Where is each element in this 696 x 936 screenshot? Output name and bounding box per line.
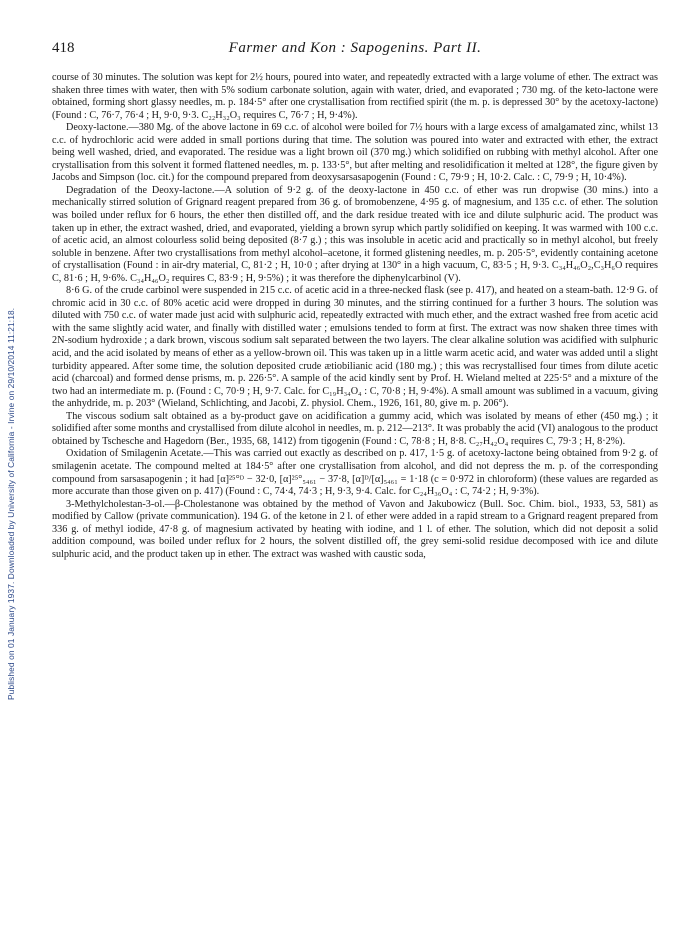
running-title: Farmer and Kon : Sapogenins. Part II. — [228, 40, 482, 56]
download-watermark: Published on 01 January 1937. Downloaded by University of California - Irvine on 29/10/2014 11:21:18. — [6, 307, 16, 700]
page-number: 418 — [52, 40, 75, 56]
paragraph: The viscous sodium salt obtained as a by-product gave on acidification a gummy acid, which was isolated by means of ether (450 mg.) ; it solidified after some months and crystallised from dilute alcohol in needles, m. p. 212—213°. It was probably the acid (VI) analogous to the product obtained by Tschesche and Hagedorn (Ber., 1935, 68, 1412) from tigogenin (Found : C, 78·8 ; H, 8·8. C₂₇H₄₂O₄ requires C, 79·3 ; H, 8·2%). — [52, 410, 658, 447]
paragraph: Deoxy-lactone.—380 Mg. of the above lactone in 69 c.c. of alcohol were boiled for 7½ hours with a large excess of amalgamated zinc, whilst 13 c.c. of hydrochloric acid were added in small portions during that time. The solution was poured into water and extracted with ether, the extract being well washed, dried, and evaporated. The residue was a light brown oil (370 mg.) which solidified on rubbing with methyl alcohol. After one crystallisation from this solvent it formed flattened needles, m. p. 133·5°, but after melting and resolidification it melted at 128°, the figure given by Jacobs and Simpson (loc. cit.) for the compound prepared from deoxysarsasapogenin (Found : C, 79·9 ; H, 10·2. Calc. : C, 79·9 ; H, 10·4%). — [52, 122, 658, 184]
paragraph: Degradation of the Deoxy-lactone.—A solution of 9·2 g. of the deoxy-lactone in 450 c.c. of ether was run dropwise (30 mins.) into a mechanically stirred solution of Grignard reagent prepared from 36 g. of bromobenzene, 4·95 g. of magnesium, and 135 c.c. of ether. The solution was boiled under reflux for 6 hours, the ether then distilled off, and the dark residue treated with ice and dilute sulphuric acid. The product was taken up in ether, the extract washed, dried, and evaporated, yielding a brown syrup which partly solidified on keeping. It was warmed with 100 c.c. of acetic acid, an almost colourless solid being deposited (8·7 g.) ; this was insoluble in acetic acid and practically so in methyl alcohol, but freely soluble in benzene. After two crystallisations from methyl alcohol–acetone, it formed glistening needles, m. p. 205·5°, evidently containing acetone of crystallisation (Found : in air-dry material, C, 81·2 ; H, 10·0 ; after drying at 130° in a high vacuum, C, 83·5 ; H, 9·3. C₃₄H₄₆O₂,C₃H₆O requires C, 81·6 ; H, 9·6%. C₃₄H₄₆O₂ requires C, 83·9 ; H, 9·5%) ; it was therefore the diphenylcarbinol (V). — [52, 184, 658, 284]
paragraph: 3-Methylcholestan-3-ol.—β-Cholestanone was obtained by the method of Vavon and Jakubowicz (Bull. Soc. Chim. biol., 1933, 53, 581) as modified by Callow (private communication). 194 G. of the ketone in 2 l. of ether were added in a rapid stream to a Grignard reagent prepared from 336 g. of methyl iodide, 47·8 g. of magnesium activated by heating with iodine, and 1 l. of ether. The solution, which did not deposit a solid addition compound, was boiled under reflux for 2 hours, the solvent distilled off, the grey semi-solid residue decomposed with ice and dilute sulphuric acid, and the product taken up in ether. The extract was washed with caustic soda, — [52, 498, 658, 560]
paragraph: Oxidation of Smilagenin Acetate.—This was carried out exactly as described on p. 417, 1·5 g. of acetoxy-lactone being obtained from 9·2 g. of smilagenin acetate. The compound melted at 184·5° after one crystallisation from alcohol, and did not depress the m. p. of the corresponding compound from sarsasapogenin ; it had [α]²⁵°ᴰ − 32·0, [α]²⁵°₅₄₆₁ − 37·8, [α]ᴰ/[α]₅₄₆₁ = 1·18 (c = 0·972 in chloroform) (these values are regarded as more accurate than those given on p. 417) (Found : C, 74·4, 74·3 ; H, 9·3, 9·4. Calc. for C₂₄H₃₆O₄ : C, 74·2 ; H, 9·3%). — [52, 448, 658, 498]
paragraph: course of 30 minutes. The solution was kept for 2½ hours, poured into water, and repeatedly extracted with a large volume of ether. The extract was shaken three times with water, then with 5% sodium carbonate solution, again with water, dried, and evaporated ; 730 mg. of the keto-lactone were obtained, forming short glassy needles, m. p. 184·5° after one crystallisation from rectified spirit (the m. p. is depressed 30° by the acetoxy-lactone) (Found : C, 76·7, 76·4 ; H, 9·0, 9·3. C₂₂H₃₂O₃ requires C, 76·7 ; H, 9·4%). — [52, 72, 658, 121]
journal-page — [52, 40, 658, 561]
page-header — [52, 40, 658, 64]
paragraph: 8·6 G. of the crude carbinol were suspended in 215 c.c. of acetic acid in a three-necked flask (see p. 417), and heated on a steam-bath. 12·9 G. of chromic acid in 30 c.c. of 80% acetic acid were dropped in during 30 minutes, and the stirring continued for a further 3 hours. The solution was diluted with 750 c.c. of water made just acid with sulphuric acid, repeatedly extracted with much ether, and the extract washed free from acetic acid with the same slightly acid water, and finally with distilled water ; emulsions tended to form at first. The extract was now shaken three times with 2N-sodium hydroxide ; a dark brown, viscous sodium salt separated between the two layers. The clear alkaline solution was acidified with sulphuric acid, and the acid isolated by means of ether as a yellow-brown oil. This was taken up in a little warm acetic acid, and water was added until a slight turbidity appeared. After some time, the solution deposited crude ætiobilianic acid (180 mg.) ; this was recrystallised four times from dilute acetic acid (charcoal) and formed dense prisms, m. p. 226·5°. A sample of the acid kindly sent by Prof. H. Wieland melted at 225·5° and a mixture of the two had an intermediate m. p. (Found : C, 70·9 ; H, 9·7. Calc. for C₁₉H₃₄O₄ : C, 70·8 ; H, 9·4%). A small amount was sublimed in a vacuum, giving the anhydride, m. p. 203° (Wieland, Schlichting, and Jacobi, Z. physiol. Chem., 1926, 161, 80, give m. p. 206°). — [52, 285, 658, 410]
article-body — [52, 72, 658, 561]
